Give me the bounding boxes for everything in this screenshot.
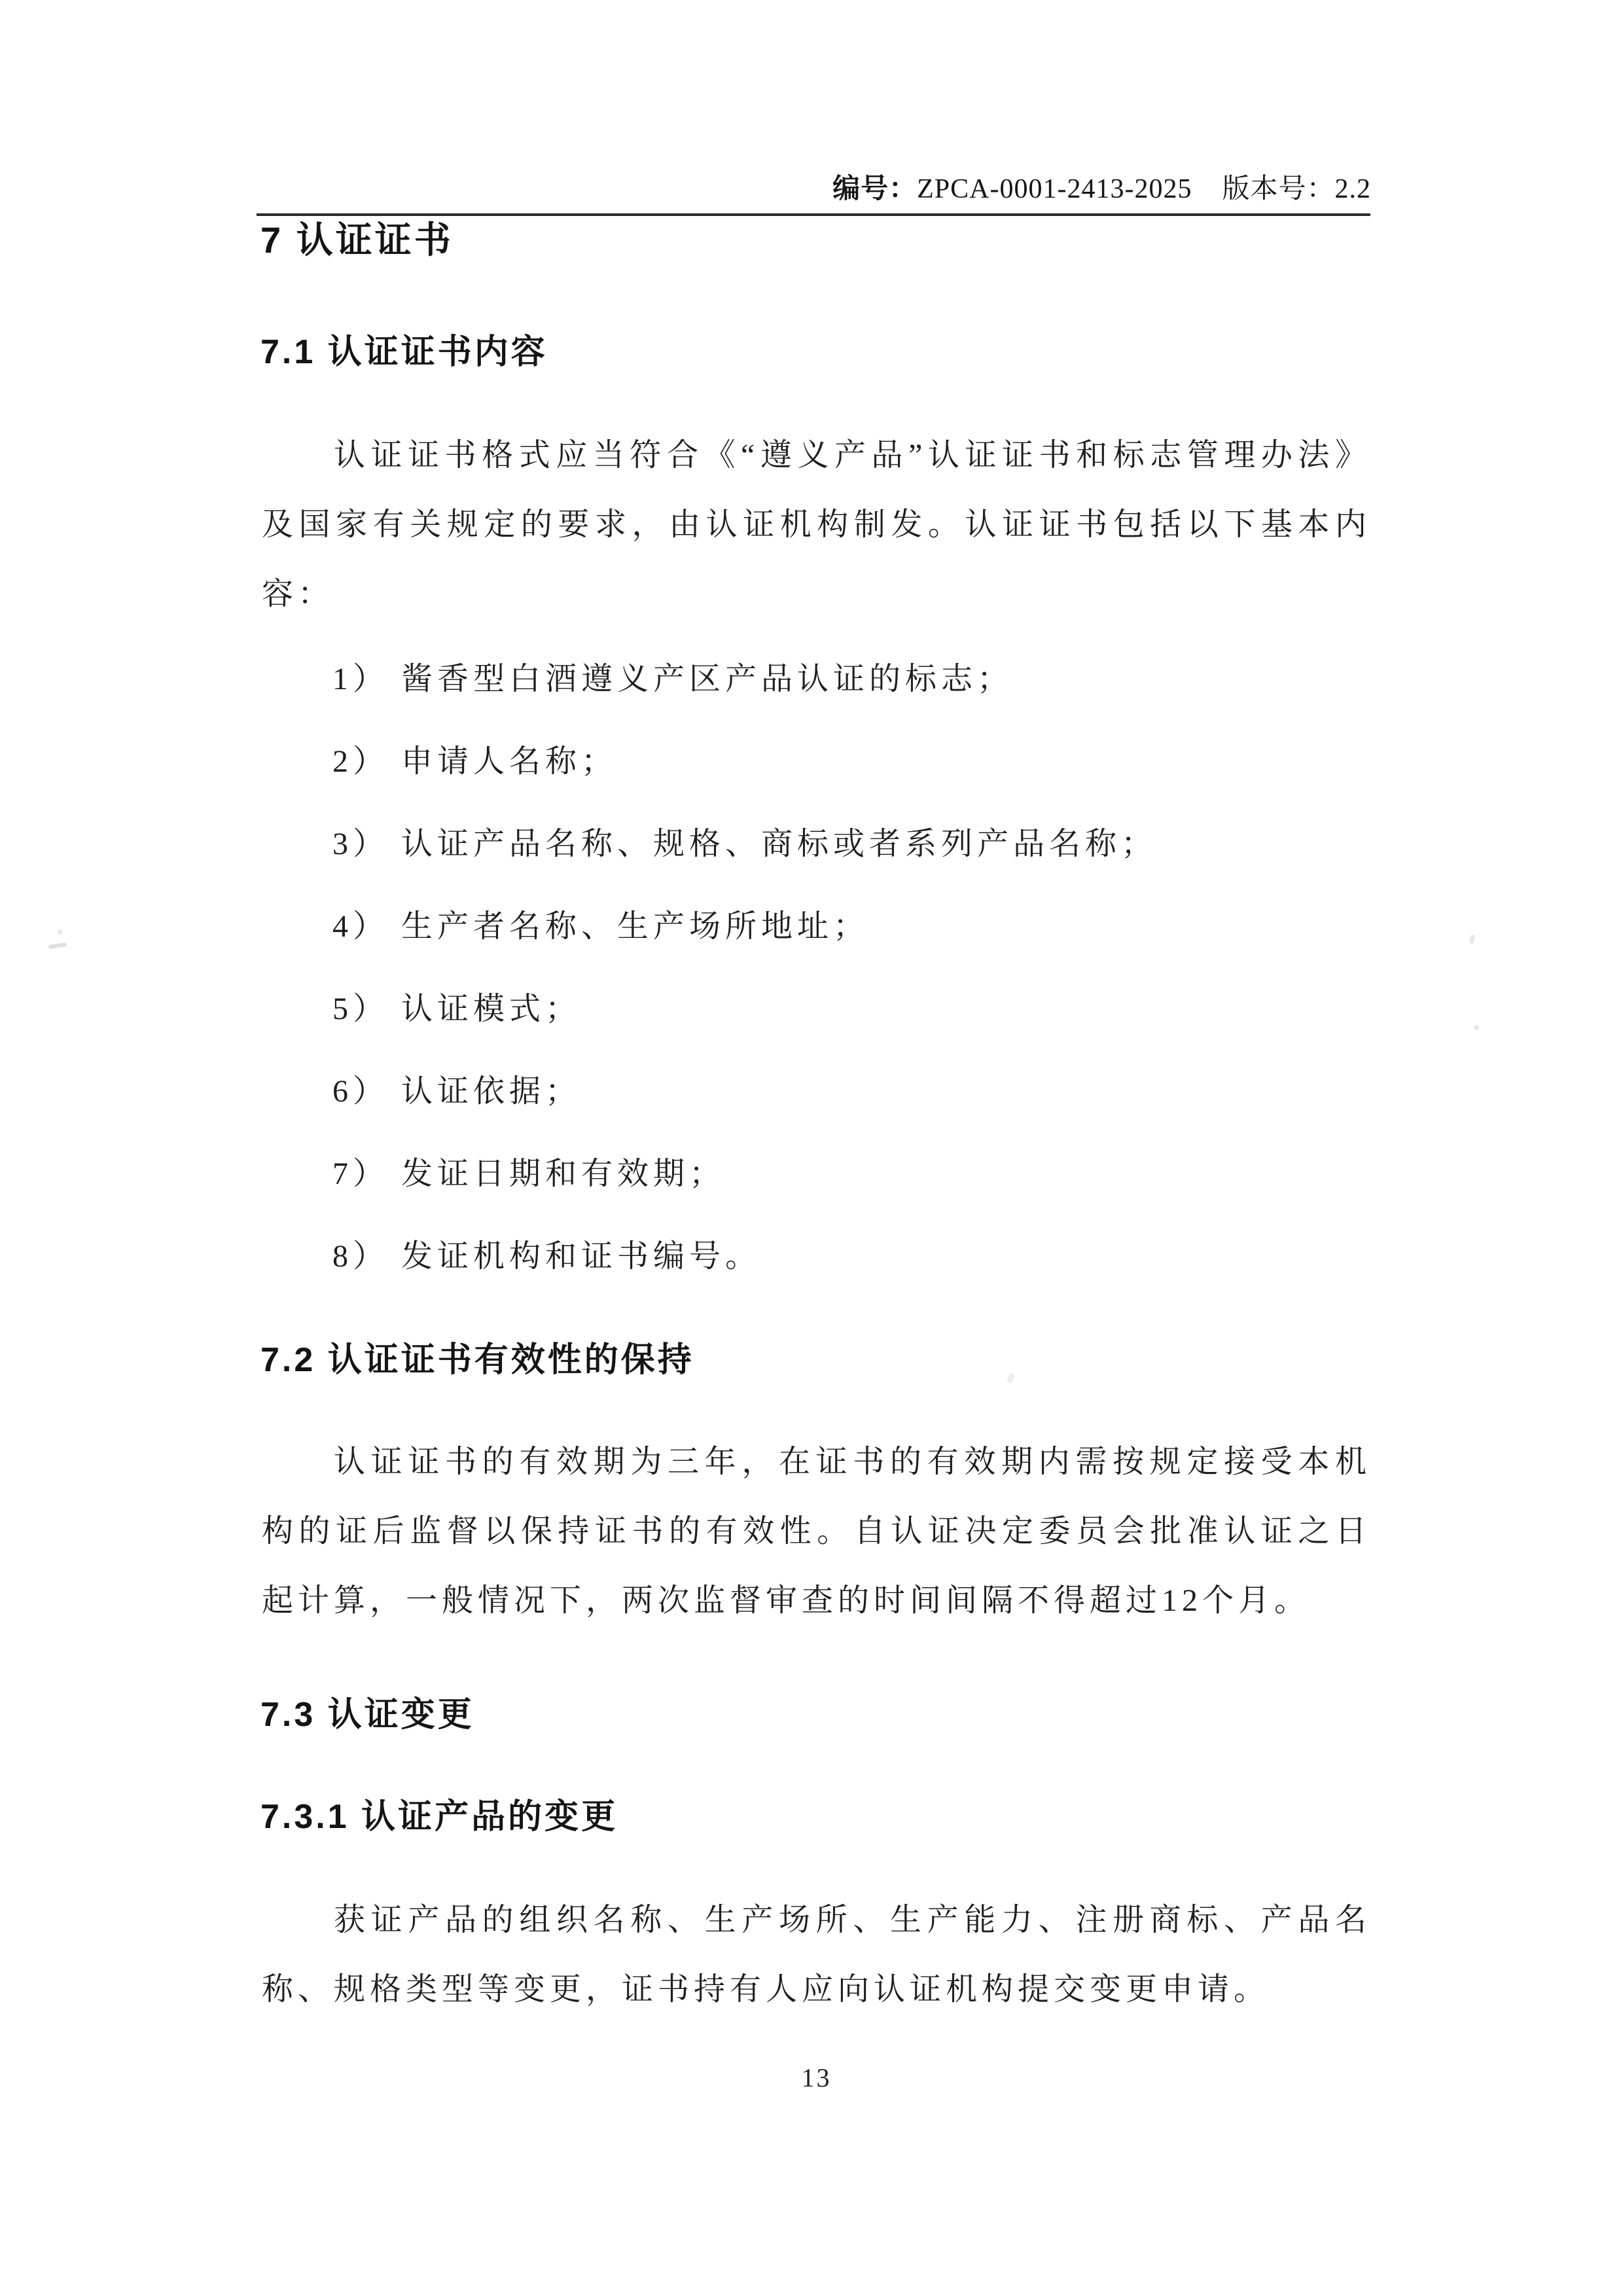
section-heading-7: 7 认证证书	[260, 219, 454, 260]
list-item-4: 4） 生产者名称、生产场所地址；	[332, 909, 870, 944]
page-header	[262, 171, 1371, 207]
version-label: 版本号：	[1222, 174, 1335, 204]
list-item-6: 6） 认证依据；	[332, 1074, 582, 1109]
scan-artifact	[48, 942, 67, 949]
paragraph-7-1: 认证证书格式应当符合《“遵义产品”认证证书和标志管理办法》及国家有关规定的要求，由认证机构制发。认证证书包括以下基本内容：	[262, 438, 1371, 611]
scan-artifact	[1469, 934, 1475, 944]
list-item-5: 5） 认证模式；	[332, 992, 582, 1026]
list-item-7: 7） 发证日期和有效期；	[332, 1157, 726, 1191]
section-heading-7-3-1: 7.3.1 认证产品的变更	[260, 1798, 618, 1836]
header-rule	[257, 213, 1370, 216]
version-value: 2.2	[1334, 174, 1371, 204]
section-heading-7-1: 7.1 认证证书内容	[260, 333, 548, 371]
scan-artifact	[58, 929, 63, 935]
doc-number-value: ZPCA-0001-2413-2025	[917, 174, 1192, 204]
certificate-content-list	[332, 638, 1373, 1298]
scan-artifact	[1007, 1372, 1015, 1384]
paragraph-7-3-1: 获证产品的组织名称、生产场所、生产能力、注册商标、产品名称、规格类型等变更，证书持有人应向认证机构提交变更申请。	[262, 1903, 1371, 2007]
scan-artifact	[1474, 1025, 1479, 1030]
list-item-2: 2） 申请人名称；	[332, 744, 618, 779]
section-heading-7-3: 7.3 认证变更	[260, 1696, 474, 1734]
list-item-3: 3） 认证产品名称、规格、商标或者系列产品名称；	[332, 827, 1158, 861]
doc-number-label: 编号：	[832, 174, 918, 204]
section-heading-7-2: 7.2 认证证书有效性的保持	[260, 1341, 694, 1379]
paragraph-7-2: 认证证书的有效期为三年，在证书的有效期内需按规定接受本机构的证后监督以保持证书的有效性。自认证决定委员会批准认证之日起计算，一般情况下，两次监督审查的时间间隔不得超过12个月。	[262, 1444, 1371, 1618]
list-item-1: 1） 酱香型白酒遵义产区产品认证的标志；	[332, 662, 1014, 696]
list-item-8: 8） 发证机构和证书编号。	[332, 1239, 762, 1274]
page-number: 13	[801, 2063, 832, 2092]
